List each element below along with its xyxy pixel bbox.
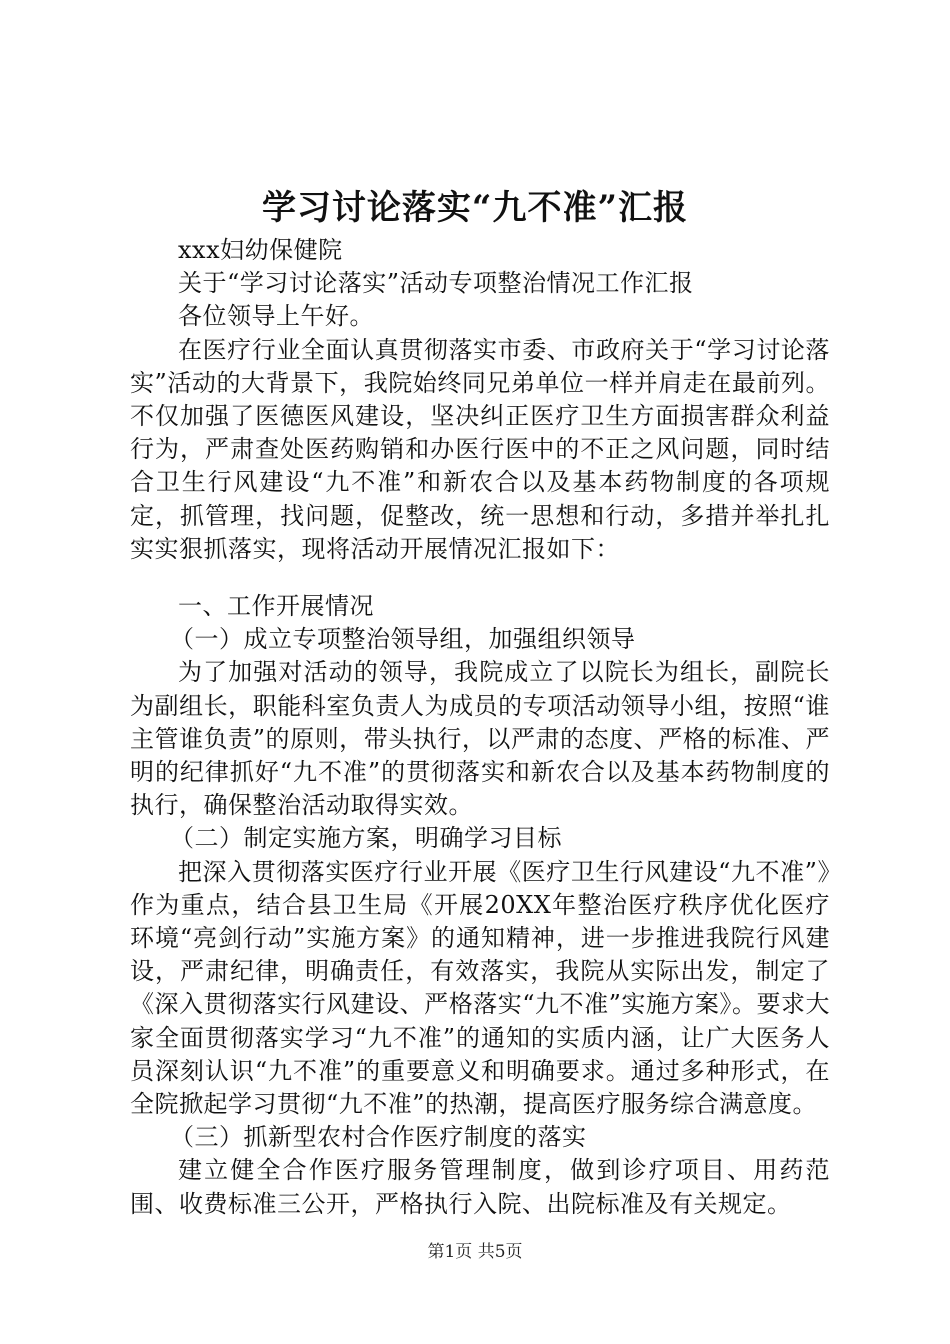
paragraph-gap xyxy=(130,566,830,590)
subsection-heading-1: （一）成立专项整治领导组，加强组织领导 xyxy=(170,625,636,654)
paragraph-3: 建立健全合作医疗服务管理制度，做到诊疗项目、用药范围、收费标准三公开，严格执行入院、出院标准及有关规定。 xyxy=(130,1156,830,1218)
page-footer: 第1页 共5页 xyxy=(427,1242,523,1262)
organization-line: xxx妇幼保健院 xyxy=(178,236,343,264)
subsection-heading-3: （三）抓新型农村合作医疗制度的落实 xyxy=(170,1123,587,1152)
document-title: 学习讨论落实“九不准”汇报 xyxy=(261,188,689,228)
document-body xyxy=(130,234,830,1221)
greeting-line: 各位领导上午好。 xyxy=(178,302,374,331)
paragraph-2: 把深入贯彻落实医疗行业开展《医疗卫生行风建设“九不准”》作为重点，结合县卫生局《开展20XX年整治医疗秩序优化医疗环境“亮剑行动”实施方案》的通知精神，进一步推进我院行风建设，严肃纪律，明确责任，有效落实，我院从实际出发，制定了《深入贯彻落实行风建设、严格落实“九不准”实施方案》。要求大家全面贯彻落实学习“九不准”的通知的实质内涵，让广大医务人员深刻认识“九不准”的重要意义和明确要求。通过多种形式，在全院掀起学习贯彻“九不准”的热潮，提高医疗服务综合满意度。 xyxy=(130,857,830,1119)
subsection-heading-2: （二）制定实施方案，明确学习目标 xyxy=(170,824,562,853)
paragraph-1: 为了加强对活动的领导，我院成立了以院长为组长，副院长为副组长，职能科室负责人为成员的专项活动领导小组，按照“谁主管谁负责”的原则，带头执行，以严肃的态度、严格的标准、严明的纪律抓好“九不准”的贯彻落实和新农合以及基本药物制度的执行，确保整治活动取得实效。 xyxy=(130,658,830,820)
section-heading: 一、工作开展情况 xyxy=(178,592,374,621)
subject-line: 关于“学习讨论落实”活动专项整治情况工作汇报 xyxy=(178,269,694,298)
intro-paragraph: 在医疗行业全面认真贯彻落实市委、市政府关于“学习讨论落实”活动的大背景下，我院始终同兄弟单位一样并肩走在最前列。不仅加强了医德医风建设，坚决纠正医疗卫生方面损害群众利益行为，严肃查处医药购销和办医行医中的不正之风问题，同时结合卫生行风建设“九不准”和新农合以及基本药物制度的各项规定，抓管理，找问题，促整改，统一思想和行动，多措并举扎扎实实狠抓落实，现将活动开展情况汇报如下： xyxy=(130,335,830,563)
